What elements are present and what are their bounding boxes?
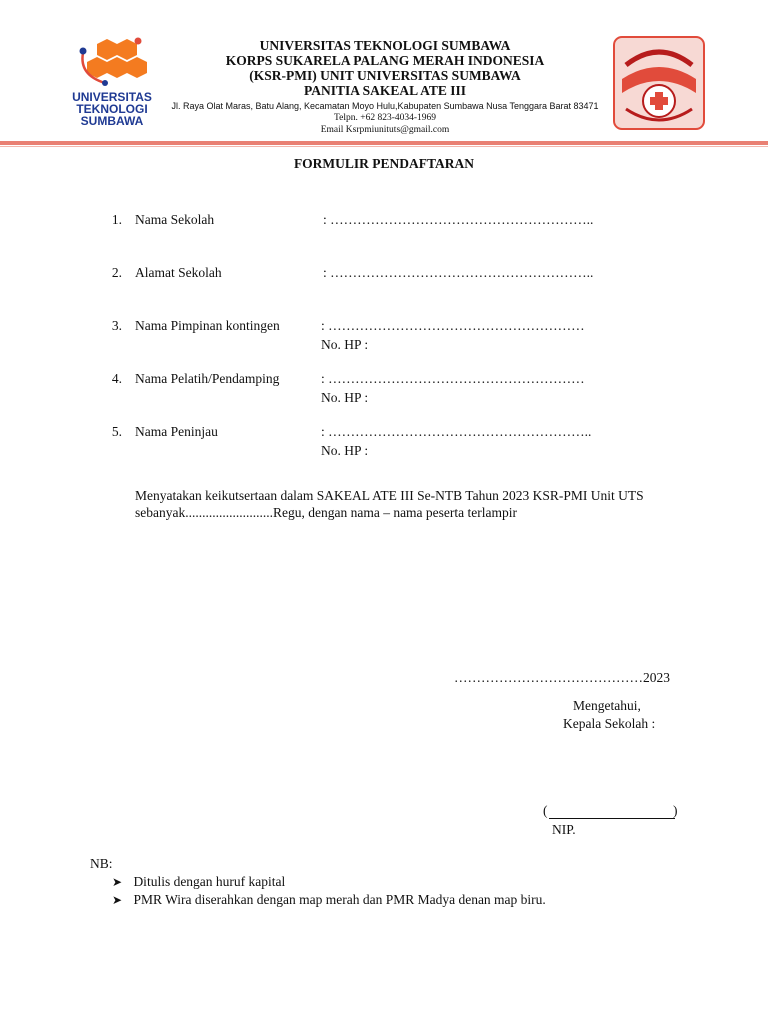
- item-label: Alamat Sekolah: [135, 265, 222, 280]
- header-panitia: PANITIA SAKEAL ATE III: [304, 83, 466, 98]
- item-number: 3.: [111, 318, 122, 333]
- header-divider: [0, 141, 768, 145]
- item-label: Nama Pelatih/Pendamping: [135, 371, 280, 386]
- item-value[interactable]: : …………………………………………………..: [321, 424, 592, 439]
- item-label: Nama Peninjau: [135, 424, 218, 439]
- item-value[interactable]: : …………………………………………………..: [323, 265, 594, 280]
- note-text: Ditulis dengan huruf kapital: [133, 874, 286, 889]
- header-unit: (KSR-PMI) UNIT UNIVERSITAS SUMBAWA: [249, 68, 521, 83]
- paren-open: (: [543, 803, 548, 818]
- logo-text: UNIVERSITAS TEKNOLOGI SUMBAWA: [72, 90, 152, 128]
- university-logo: [72, 35, 155, 128]
- item-value[interactable]: : …………………………………………………..: [323, 212, 594, 227]
- note-text: PMR Wira diserahkan dengan map merah dan PMR Madya denan map biru.: [133, 892, 546, 907]
- statement-line-2: sebanyak..........................Regu, dengan nama – nama peserta terlampir: [135, 505, 518, 520]
- header-university: UNIVERSITAS TEKNOLOGI SUMBAWA: [259, 38, 511, 53]
- item-value[interactable]: : …………………………………………………: [321, 371, 585, 386]
- ksr-pmi-logo: [612, 35, 706, 131]
- item-number: 5.: [111, 424, 122, 439]
- form-title: FORMULIR PENDAFTARAN: [293, 156, 475, 171]
- note-item-1: [112, 874, 285, 890]
- statement: [135, 487, 644, 521]
- item-number: 4.: [111, 371, 122, 386]
- signature-name-line[interactable]: [543, 803, 683, 821]
- arrow-bullet-icon: ➤: [112, 893, 123, 907]
- signature-acknowledge: Mengetahui,: [573, 698, 641, 713]
- item-value[interactable]: : …………………………………………………: [321, 318, 585, 333]
- notes-heading: NB:: [90, 856, 113, 871]
- item-number: 1.: [111, 212, 122, 227]
- arrow-bullet-icon: ➤: [112, 875, 123, 889]
- item-label: Nama Sekolah: [135, 212, 215, 227]
- signature-position: Kepala Sekolah :: [563, 716, 656, 731]
- item-phone[interactable]: No. HP :: [321, 390, 369, 405]
- note-item-2: [112, 892, 546, 908]
- header-phone: Telpn. +62 823-4034-1969: [333, 113, 437, 123]
- signature-date[interactable]: ……………………………………2023: [454, 670, 670, 685]
- signature-nip: NIP.: [552, 822, 576, 837]
- header-korps: KORPS SUKARELA PALANG MERAH INDONESIA: [225, 53, 545, 68]
- statement-line-1: Menyatakan keikutsertaan dalam SAKEAL ATE III Se-NTB Tahun 2023 KSR-PMI Unit UTS: [135, 488, 644, 503]
- item-phone[interactable]: No. HP :: [321, 443, 369, 458]
- header-address: Jl. Raya Olat Maras, Batu Alang, Kecamatan Moyo Hulu,Kabupaten Sumbawa Nusa Tenggara Barat 83471: [171, 101, 599, 111]
- university-logo-icon: [75, 35, 155, 87]
- header-email: Email Ksrpmiunituts@gmail.com: [320, 125, 450, 135]
- ksr-pmi-emblem-icon: [612, 35, 706, 131]
- paren-close: ): [673, 803, 678, 818]
- signature-underline: [549, 818, 675, 819]
- item-phone[interactable]: No. HP :: [321, 337, 369, 352]
- letterhead: [150, 38, 620, 136]
- item-label: Nama Pimpinan kontingen: [135, 318, 280, 333]
- header-divider-thin: [0, 146, 768, 147]
- item-number: 2.: [111, 265, 122, 280]
